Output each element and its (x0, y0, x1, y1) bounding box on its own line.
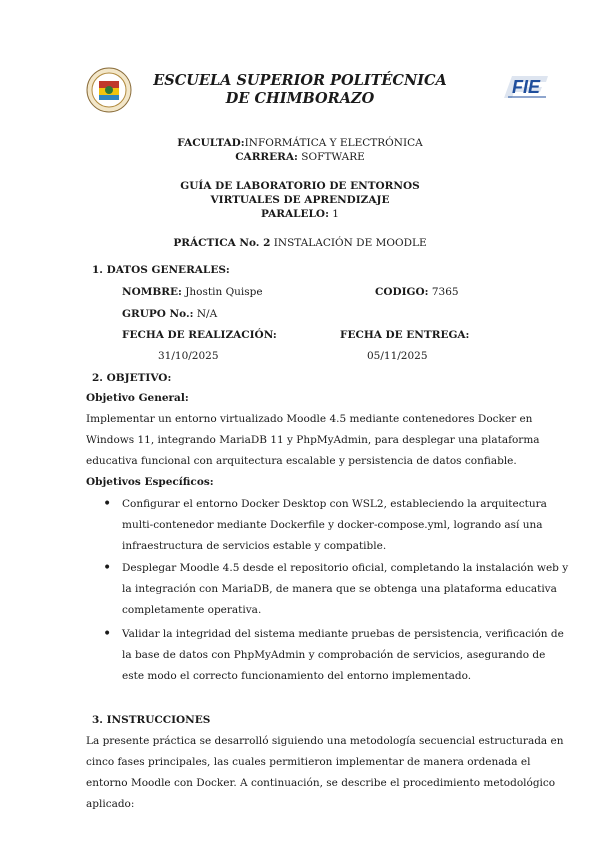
instrucciones-line: entorno Moodle con Docker. A continuación, se describe el procedimiento metodológico (86, 777, 556, 789)
objetivo-general-line: Implementar un entorno virtualizado Moodle 4.5 mediante contenedores Docker en (86, 413, 533, 425)
objetivo-general-heading: Objetivo General: (86, 392, 189, 404)
objetivo-general-line: educativa funcional con arquitectura escalable y persistencia de datos confiable. (86, 455, 517, 467)
specific-objective-line: completamente operativa. (122, 604, 262, 616)
svg-text:FIE: FIE (511, 77, 541, 97)
objetivos-especificos-heading: Objetivos Específicos: (86, 476, 214, 488)
specific-objective-line: la integración con MariaDB, de manera que se obtenga una plataforma educativa (122, 583, 557, 595)
bullet-icon: • (103, 560, 112, 576)
specific-objective-line: la base de datos con PhpMyAdmin y comprobación de servicios, asegurando de (122, 649, 546, 661)
objetivo-heading: 2. OBJETIVO: (92, 372, 172, 384)
paralelo-line: PARALELO: 1 (261, 208, 339, 220)
specific-objective-line: este modo el correcto funcionamiento del entorno implementado. (122, 670, 472, 682)
fie-logo (502, 74, 550, 100)
guide-title: GUÍA DE LABORATORIO DE ENTORNOS VIRTUALES DE APRENDIZAJE (180, 180, 420, 206)
bullet-icon: • (103, 626, 112, 642)
fecha-entrega-label: FECHA DE ENTREGA: (340, 329, 470, 341)
nombre-field: NOMBRE: Jhostin Quispe (122, 286, 263, 298)
instrucciones-line: aplicado: (86, 798, 135, 810)
datos-heading: 1. DATOS GENERALES: (92, 264, 230, 276)
bullet-icon: • (103, 496, 112, 512)
career-line: CARRERA: SOFTWARE (235, 151, 365, 163)
fecha-realizacion-label: FECHA DE REALIZACIÓN: (122, 329, 277, 341)
school-seal-logo (86, 67, 132, 113)
specific-objective-line: Validar la integridad del sistema mediante pruebas de persistencia, verificación de (122, 628, 564, 640)
fecha-realizacion-value: 31/10/2025 (158, 350, 219, 362)
faculty-line: FACULTAD:INFORMÁTICA Y ELECTRÓNICA (177, 137, 423, 149)
instrucciones-line: La presente práctica se desarrolló siguiendo una metodología secuencial estructurada en (86, 735, 564, 747)
specific-objective-line: Configurar el entorno Docker Desktop con WSL2, estableciendo la arquitectura (122, 498, 547, 510)
specific-objective-line: infraestructura de servicios estable y compatible. (122, 540, 387, 552)
instrucciones-heading: 3. INSTRUCCIONES (92, 714, 211, 726)
specific-objective-line: multi-contenedor mediante Dockerfile y docker-compose.yml, logrando así una (122, 519, 543, 531)
codigo-field: CODIGO: 7365 (375, 286, 459, 298)
fecha-entrega-value: 05/11/2025 (367, 350, 428, 362)
practice-line: PRÁCTICA No. 2 INSTALACIÓN DE MOODLE (173, 237, 427, 249)
school-name: ESCUELA SUPERIOR POLITÉCNICA DE CHIMBORAZO (153, 72, 447, 107)
grupo-field: GRUPO No.: N/A (122, 308, 218, 320)
instrucciones-line: cinco fases principales, las cuales permitieron implementar de manera ordenada el (86, 756, 531, 768)
objetivo-general-line: Windows 11, integrando MariaDB 11 y PhpMyAdmin, para desplegar una plataforma (86, 434, 540, 446)
specific-objective-line: Desplegar Moodle 4.5 desde el repositorio oficial, completando la instalación web y (122, 562, 569, 574)
